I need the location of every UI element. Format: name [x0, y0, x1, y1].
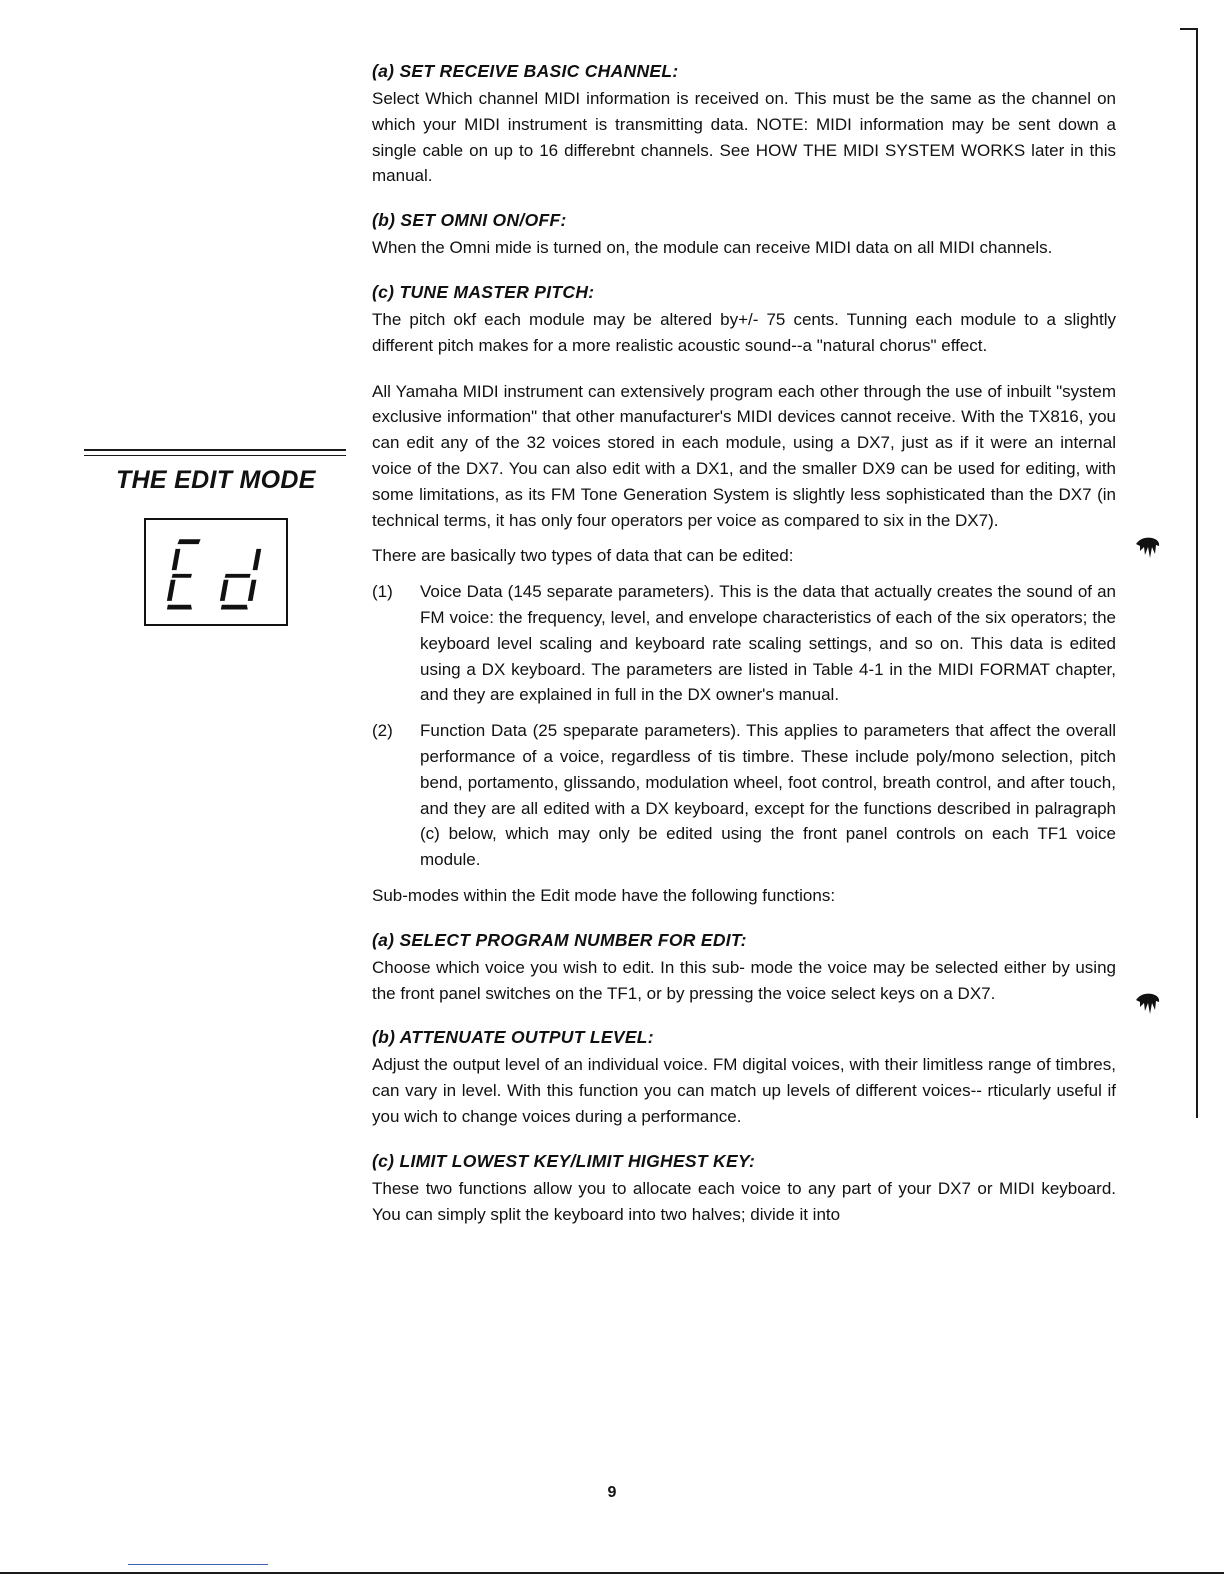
section-rule-bottom — [84, 455, 346, 456]
heading-omni: (b) SET OMNI ON/OFF: — [372, 210, 567, 231]
page-number: 9 — [607, 1484, 617, 1501]
section-omni — [372, 209, 1116, 261]
list-item — [372, 579, 1116, 708]
section-tune-master — [372, 281, 1116, 359]
main-text-column — [372, 60, 1116, 1247]
seven-segment-icon — [146, 520, 286, 624]
section-rule-top — [84, 449, 346, 451]
paragraph-tune-master: The pitch okf each module may be altered by+/- 75 cents. Tunning each module to a slightly different pitch makes for a more realistic acoustic sound--a "natural chorus" effect. — [372, 309, 1116, 355]
section-title: THE EDIT MODE — [116, 466, 316, 494]
section-select-program — [372, 929, 1116, 1007]
paragraph-limit-keys: These two functions allow you to allocate each voice to any part of your DX7 or MIDI keyboard. You can simply split the keyboard into two halves; divide it into — [372, 1178, 1116, 1224]
heading-set-receive-channel: (a) SET RECEIVE BASIC CHANNEL: — [372, 61, 679, 81]
list-item-text: Voice Data (145 separate parameters). This is the data that actually creates the sound of an FM voice: the frequency, level, and envelope characteristics of each of the six operators; the keyboard level scaling and keyboard rate scaling settings, and so on. This data is edited using a DX keyboard. The parameters are listed in Table 4-1 in the MIDI FORMAT chapter, and they are explained in full in the DX owner's manual. — [420, 582, 1116, 705]
section-set-receive-channel — [372, 60, 1116, 189]
paragraph-select-program: Choose which voice you wish to edit. In this sub- mode the voice may be selected either by using the front panel switches on the TF1, or by pressing the voice select keys on a DX7. — [372, 957, 1116, 1003]
heading-limit-keys: (c) LIMIT LOWEST KEY/LIMIT HIGHEST KEY: — [372, 1150, 756, 1171]
heading-select-program: (a) SELECT PROGRAM NUMBER FOR EDIT: — [372, 929, 747, 950]
list-item-number: (2) — [372, 721, 393, 741]
paragraph-attenuate: Adjust the output level of an individual voice. FM digital voices, with their limitless range of timbres, can vary in level. With this function you can match up levels of different voices-- rticularly useful if you wich to change voices during a performance. — [372, 1055, 1116, 1126]
heading-tune-master: (c) TUNE MASTER PITCH: — [372, 281, 595, 302]
paragraph-submodes-intro: Sub-modes within the Edit mode have the following functions: — [372, 885, 836, 905]
lcd-display-ed — [144, 518, 288, 626]
data-types-list — [372, 579, 1116, 873]
list-item-number: (1) — [372, 582, 393, 602]
section-attenuate — [372, 1026, 1116, 1129]
scan-edge-bottom — [0, 1572, 1224, 1574]
paragraph-omni: When the Omni mide is turned on, the module can receive MIDI data on all MIDI channels. — [372, 238, 1053, 258]
heading-attenuate: (b) ATTENUATE OUTPUT LEVEL: — [372, 1027, 654, 1048]
paragraph-set-receive-channel: Select Which channel MIDI information is received on. This must be the same as the channel on which your MIDI instrument is transmitting data. NOTE: MIDI information may be sent down a single cable on up to 16 differebnt channels. See HOW THE MIDI SYSTEM WORKS later in this manual. — [372, 89, 1116, 186]
scan-edge-line — [128, 1564, 268, 1565]
scan-edge-right — [1196, 28, 1198, 1118]
list-item-text: Function Data (25 speparate parameters). This applies to parameters that affect the overall performance of a voice, regardless of tis timbre. These include poly/mono selection, pitch bend, portamento, glissando, modulation wheel, foot control, breath control, and after touch, and they are all edited with a DX keyboard, except for the functions described in palragraph (c) below, which may only be edited using the front panel controls on each TF1 voice module. — [420, 721, 1116, 870]
punch-mark-icon — [1134, 990, 1162, 1016]
paragraph-edit-intro: All Yamaha MIDI instrument can extensively program each other through the use of inbuilt "system exclusive information" that other manufacturer's MIDI devices cannot receive. With the TX816, you can edit any of the 32 voices stored in each module, using a DX7, just as if it were an internal voice of the DX7. You can also edit with a DX1, and the smaller DX9 can be used for editing, with some limitations, as its FM Tone Generation System is slightly less sophisticated than the DX7 (in technical terms, it has only four operators per voice as compared to six in the DX7). — [372, 381, 1116, 530]
list-item — [372, 718, 1116, 873]
paragraph-types-intro: There are basically two types of data that can be edited: — [372, 546, 794, 566]
section-limit-keys — [372, 1150, 1116, 1228]
punch-mark-icon — [1134, 534, 1162, 560]
